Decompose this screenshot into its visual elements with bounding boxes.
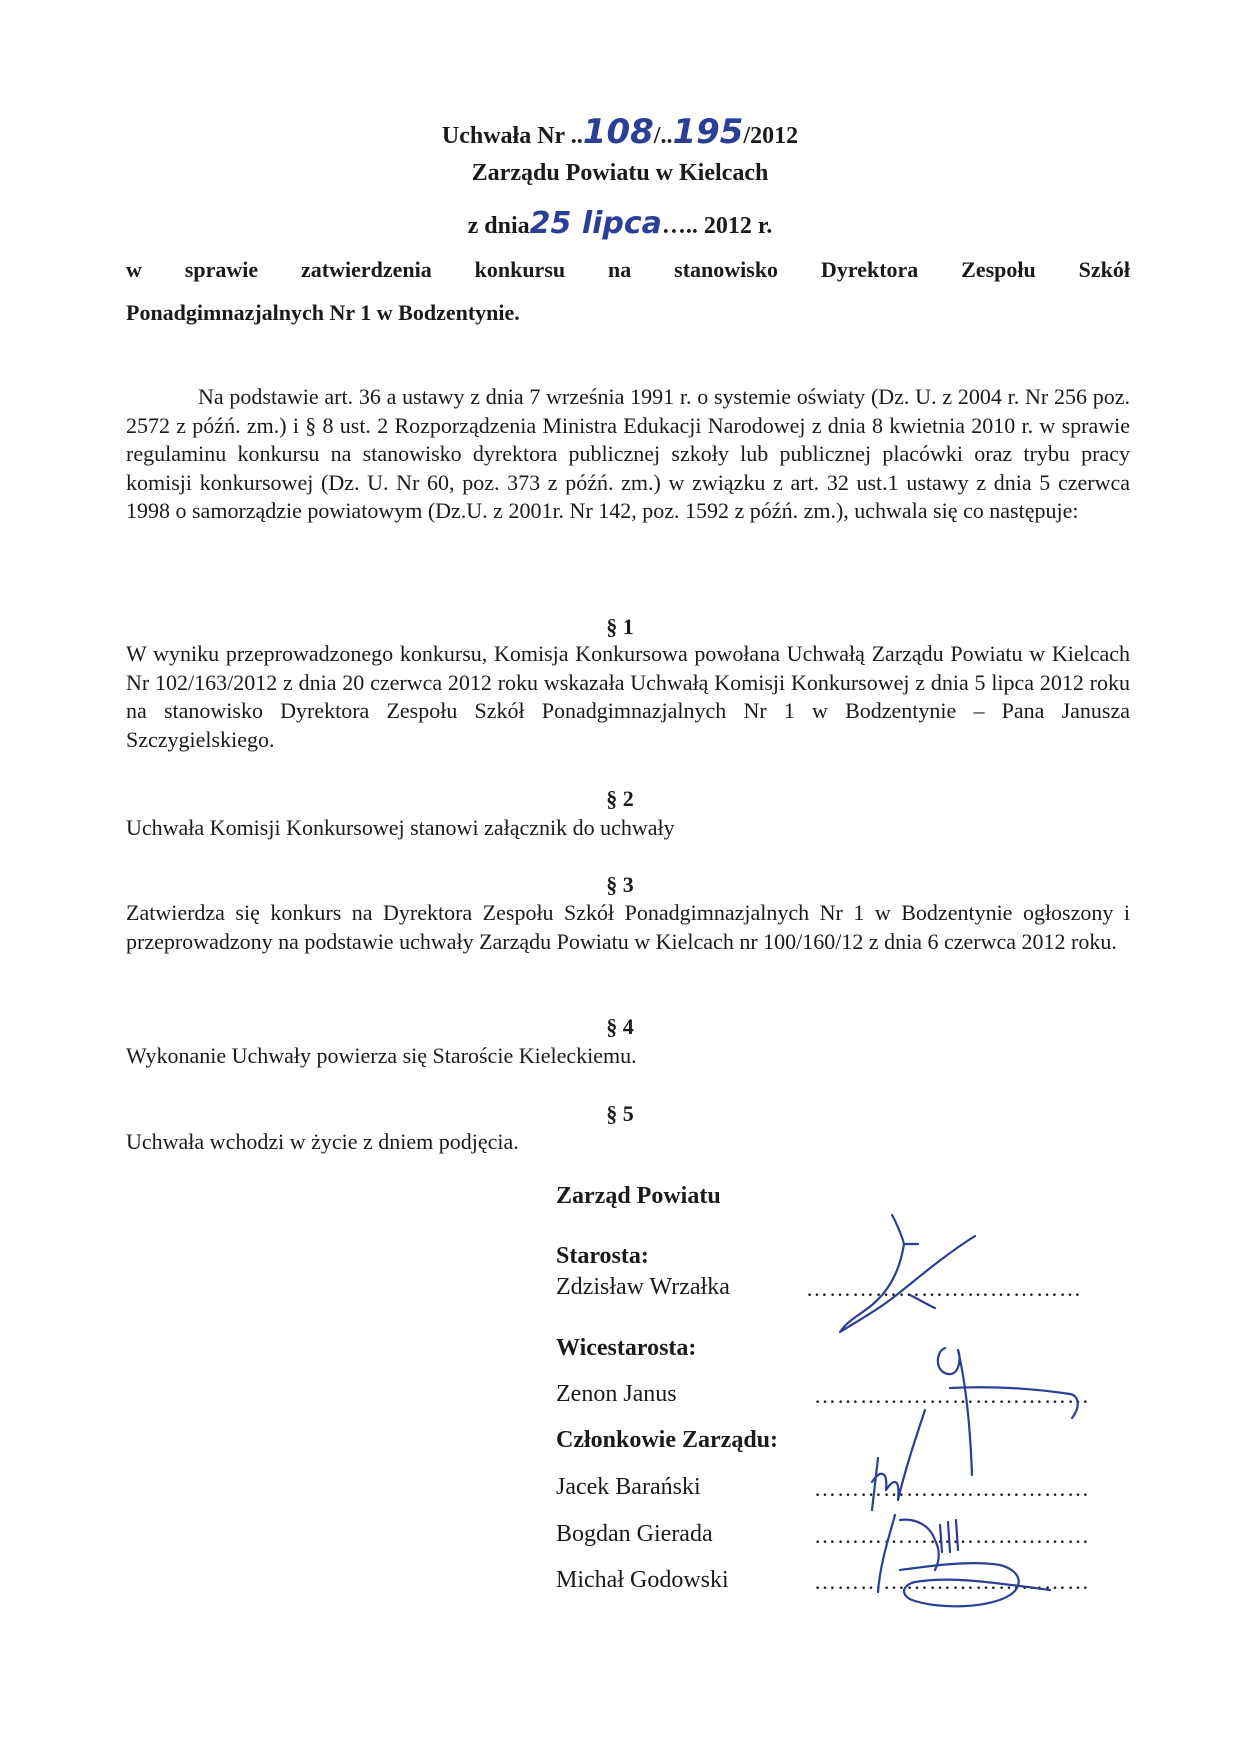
paragraph-5-text: Uchwała wchodzi w życie z dniem podjęcia. bbox=[126, 1129, 519, 1154]
paragraph-2-text: Uchwała Komisji Konkursowej stanowi załącznik do uchwały bbox=[126, 815, 675, 840]
paragraph-4-text: Wykonanie Uchwały powierza się Staroście Kieleckiemu. bbox=[126, 1043, 637, 1068]
handwritten-number-2: 195 bbox=[672, 112, 744, 152]
paragraph-1-text: W wyniku przeprowadzonego konkursu, Komisja Konkursowa powołana Uchwałą Zarządu Powiatu w Kielcach Nr 102/163/2012 z dnia 20 czerwca 2012 roku wskazała Uchwałą Komisji Konkursowej z dnia 5 lipca 2012 roku na stanowisko Dyrektora Zespołu Szkół Ponadgimnazjalnych Nr 1 w Bodzentynie – Pana Janusza Szczygielskiego. bbox=[126, 641, 1130, 752]
handwritten-date: 25 lipca bbox=[529, 206, 662, 241]
member-1-signature-line: ……………………………… bbox=[814, 1476, 1090, 1501]
starosta-signature-line: ……………………………… bbox=[806, 1276, 1082, 1301]
paragraph-3-text: Zatwierdza się konkurs na Dyrektora Zespołu Szkół Ponadgimnazjalnych Nr 1 w Bodzentynie ogłoszony i przeprowadzony na podstawie uchwały Zarządu Powiatu w Kielcach nr 100/160/12 z dnia 6 czerwca 2012 roku. bbox=[126, 900, 1130, 954]
board-name-line: Zarządu Powiatu w Kielcach bbox=[471, 160, 769, 186]
number-separator: / bbox=[653, 123, 661, 149]
date-prefix: z dnia bbox=[467, 213, 530, 239]
starosta-name: Zdzisław Wrzałka bbox=[556, 1274, 730, 1300]
signature-starosta bbox=[840, 1215, 975, 1332]
subject-line-1: w sprawie zatwierdzenia konkursu na stanowisko Dyrektora Zespołu Szkół bbox=[126, 257, 1130, 282]
paragraph-2-sign: § 2 bbox=[606, 786, 634, 811]
vicestarosta-signature-line: ……………………………… bbox=[814, 1383, 1090, 1408]
date-suffix: 2012 r. bbox=[703, 213, 773, 239]
member-name-3: Michał Godowski bbox=[556, 1567, 729, 1593]
member-name-1: Jacek Barański bbox=[556, 1474, 701, 1500]
paragraph-5-sign: § 5 bbox=[606, 1101, 634, 1126]
member-name-2: Bogdan Gierada bbox=[556, 1521, 713, 1547]
date-line: z dnia25 lipca….. 2012 r. bbox=[467, 206, 773, 241]
paragraph-1-sign: § 1 bbox=[606, 614, 634, 639]
handwritten-number-1: 108 bbox=[582, 112, 654, 152]
resolution-number-line: Uchwała Nr ..108/..195/2012 bbox=[441, 112, 799, 152]
paragraph-4-sign: § 4 bbox=[606, 1014, 634, 1039]
preamble: Na podstawie art. 36 a ustawy z dnia 7 września 1991 r. o systemie oświaty (Dz. U. z 2004 r. Nr 256 poz. 2572 z późń. zm.) i § 8 ust. 2 Rozporządzenia Ministra Edukacji Narodowej z dnia 8 kwietnia 2010 r. w sprawie regulaminu konkursu na stanowisko dyrektora publicznej szkoły lub publicznej placówki oraz trybu pracy komisji konkursowej (Dz. U. Nr 60, poz. 373 z późń. zm.) w związku z art. 32 ust.1 ustawy z dnia 5 czerwca 1998 o samorządzie powiatowym (Dz.U. z 2001r. Nr 142, poz. 1592 z późń. zm.), uchwala się co następuje: bbox=[126, 384, 1130, 523]
resolution-label: Uchwała Nr bbox=[441, 123, 571, 149]
subject-line-2: Ponadgimnazjalnych Nr 1 w Bodzentynie. bbox=[126, 300, 520, 325]
paragraph-3-sign: § 3 bbox=[606, 872, 634, 897]
resolution-year: /2012 bbox=[743, 123, 799, 149]
vicestarosta-role: Wicestarosta: bbox=[556, 1335, 697, 1361]
starosta-role: Starosta: bbox=[556, 1243, 649, 1269]
members-role: Członkowie Zarządu: bbox=[556, 1427, 778, 1453]
member-2-signature-line: ……………………………… bbox=[814, 1523, 1090, 1548]
member-3-signature-line: ……………………………… bbox=[814, 1569, 1090, 1594]
vicestarosta-name: Zenon Janus bbox=[556, 1381, 677, 1407]
signature-vicestarosta bbox=[938, 1348, 1078, 1475]
board-title: Zarząd Powiatu bbox=[556, 1183, 721, 1209]
